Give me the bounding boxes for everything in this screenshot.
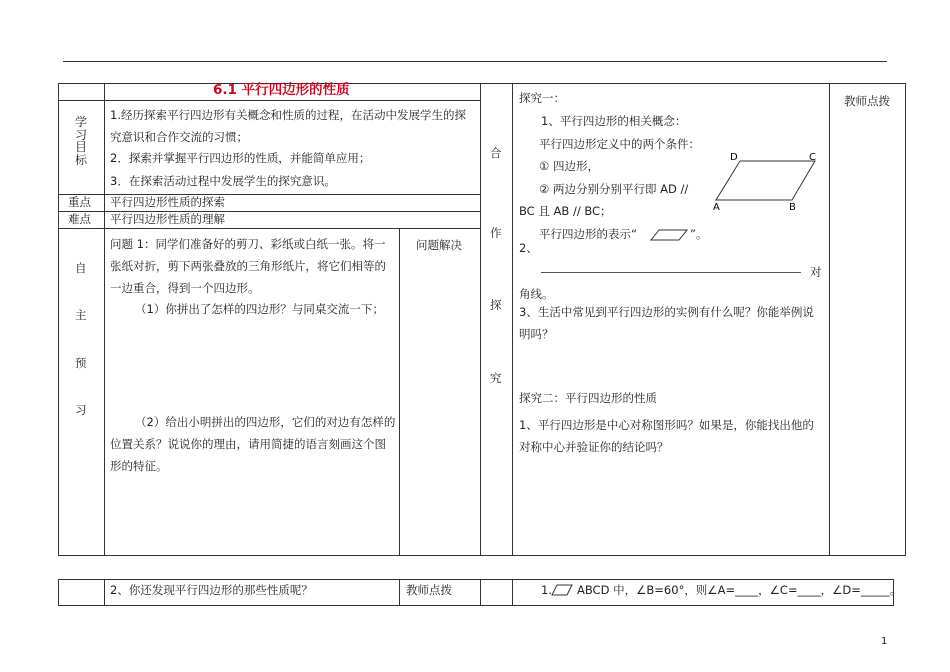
- difficulty-text: 平行四边形性质的理解: [110, 212, 225, 226]
- bottom-teacher-label: 教师点拨: [406, 583, 452, 597]
- problem-1: 问题 1：同学们准备好的剪刀、彩纸或白纸一张。将一张纸对折，剪下两张叠放的三角形纸片，将它们相等的一边重合，得到一个四边形。: [110, 237, 386, 295]
- middle-char: 探: [490, 298, 502, 312]
- question-1: （1）你拼出了怎样的四边形？与同桌交流一下；: [135, 302, 384, 316]
- middle-char: 究: [490, 371, 502, 385]
- preview-char: 习: [75, 403, 87, 417]
- page-number: 1: [881, 636, 888, 647]
- item-3: 3、生活中常见到平行四边形的实例有什么呢？你能举例说明吗？: [519, 305, 814, 341]
- condition-1: ① 四边形，: [539, 159, 599, 173]
- preview-char: 预: [75, 356, 87, 370]
- key-label: 重点: [68, 195, 91, 209]
- exercise-1: ABCD 中，∠B=60°，则∠A=____，∠C=____，∠D=_____。: [577, 583, 902, 597]
- explore-2-heading: 探究二：平行四边形的性质: [519, 391, 657, 405]
- preview-char: 自: [75, 261, 87, 275]
- middle-char: 合: [490, 146, 502, 160]
- goal-1: 1.经历探索平行四边形有关概念和性质的过程，在活动中发展学生的探究意识和合作交流的习惯；: [110, 108, 466, 144]
- page-title: 6.1 平行四边形的性质: [213, 82, 350, 98]
- vertex-c-label: C: [809, 152, 816, 163]
- notation-text: 平行四边形的表示“: [539, 227, 637, 241]
- teacher-guide-label: 教师点拨: [844, 94, 890, 108]
- goals-label: 学习目标: [74, 115, 87, 167]
- item-1: 1、平行四边形的相关概念：: [541, 114, 687, 128]
- bottom-question: 2、你还发现平行四边形的那些性质呢？: [110, 583, 313, 597]
- diagonal-text: 角线。: [519, 287, 554, 301]
- difficulty-label: 难点: [68, 212, 91, 226]
- parallelogram-symbol-icon: [551, 584, 573, 596]
- notation-end: ”。: [690, 227, 708, 241]
- goal-2: 2．探索并掌握平行四边形的性质，并能简单应用；: [110, 151, 371, 165]
- definition-intro: 平行四边形定义中的两个条件：: [539, 137, 700, 151]
- question-2: （2）给出小明拼出的四边形，它们的对边有怎样的位置关系？说说你的理由，请用简捷的语言刻画这个图形的特征。: [110, 415, 396, 473]
- exercise-number: 1.: [541, 583, 552, 597]
- explore-1-heading: 探究一：: [519, 91, 565, 105]
- middle-char: 作: [490, 226, 502, 240]
- vertex-a-label: A: [713, 202, 720, 212]
- preview-char: 主: [75, 308, 87, 322]
- header-rule: [63, 61, 887, 62]
- parallelogram-symbol-icon: [649, 228, 689, 242]
- vertex-b-label: B: [789, 202, 796, 212]
- key-text: 平行四边形性质的探索: [110, 195, 225, 209]
- item-2-end: 对: [810, 265, 822, 279]
- goal-3: 3．在探索活动过程中发展学生的探究意识。: [110, 174, 336, 188]
- condition-2: ② 两边分别分别平行即 AD //: [539, 182, 689, 196]
- vertex-d-label: D: [730, 152, 738, 163]
- condition-2b: BC 且 AB // BC；: [519, 204, 612, 218]
- item-2: 2、: [519, 241, 538, 255]
- answer-blank: [541, 272, 801, 273]
- problem-solving-label: 问题解决: [416, 238, 462, 252]
- central-symmetry-question: 1、平行四边形是中心对称图形吗？如果是，你能找出他的对称中心并验证你的结论吗？: [519, 418, 814, 454]
- parallelogram-figure: [712, 150, 822, 212]
